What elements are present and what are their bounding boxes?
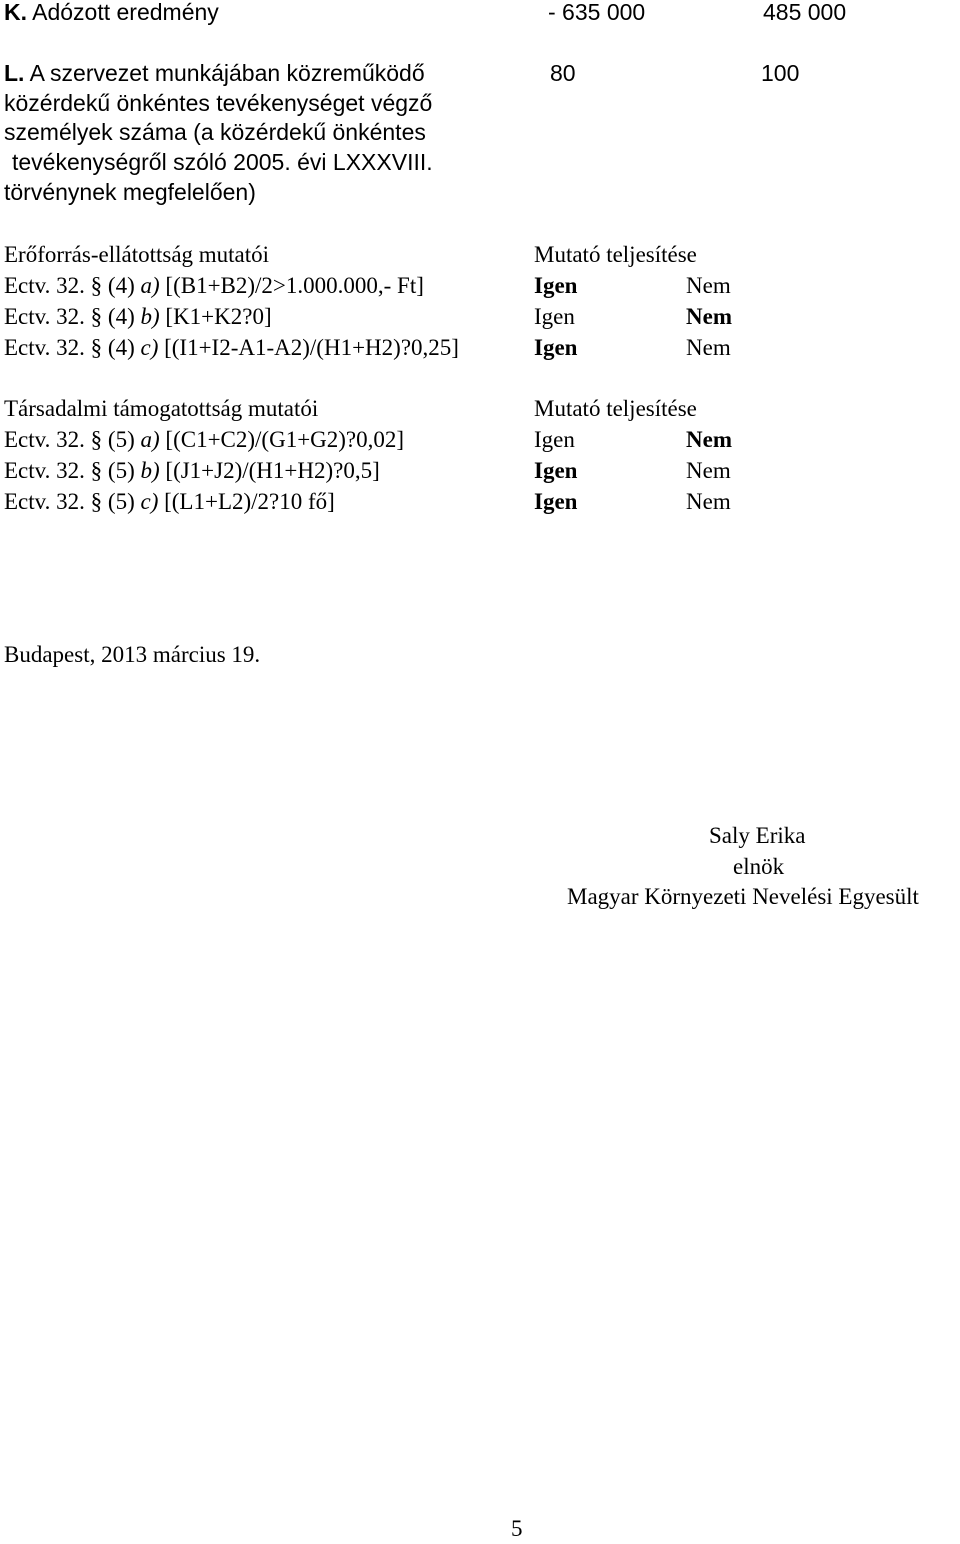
row-prefix: Ectv. 32. <box>4 427 91 452</box>
row-num: (5) <box>102 427 141 452</box>
row-l-line-2: közérdekű önkéntes tevékenységet végző <box>4 90 433 116</box>
row-k-value-prev: - 635 000 <box>548 0 646 25</box>
social-row-b-yes: Igen <box>534 458 578 483</box>
section-sign: § <box>90 489 103 514</box>
row-letter: c) <box>140 335 159 360</box>
resource-row-c-yes: Igen <box>534 335 578 360</box>
row-num: (4) <box>102 335 141 360</box>
section-sign: § <box>90 427 103 452</box>
social-row-a-yes: Igen <box>534 427 575 452</box>
row-prefix: Ectv. 32. <box>4 304 91 329</box>
social-row-c-no: Nem <box>686 489 731 514</box>
signature-org: Magyar Környezeti Nevelési Egyesült <box>567 884 919 909</box>
row-prefix: Ectv. 32. <box>4 489 91 514</box>
resource-row-c <box>4 333 459 363</box>
social-header-right: Mutató teljesítése <box>534 396 697 421</box>
place-date: Budapest, 2013 március 19. <box>4 642 261 667</box>
section-sign: § <box>90 335 103 360</box>
row-k-value-curr: 485 000 <box>763 0 847 25</box>
row-num: (4) <box>102 304 141 329</box>
row-l-letter: L. <box>4 60 25 86</box>
row-l-line-3: személyek száma (a közérdekű önkéntes <box>4 119 426 145</box>
section-sign: § <box>90 458 103 483</box>
social-row-c-yes: Igen <box>534 489 578 514</box>
resource-row-a-no: Nem <box>686 273 731 298</box>
resource-row-b-no: Nem <box>686 304 732 329</box>
social-row-c <box>4 487 335 517</box>
row-formula: [K1+K2?0] <box>159 304 272 329</box>
signature-name: Saly Erika <box>709 823 806 848</box>
row-k-label <box>4 0 219 27</box>
row-k-text: Adózott eredmény <box>32 0 219 25</box>
row-formula: [(C1+C2)/(G1+G2)?0,02] <box>159 427 405 452</box>
section-sign: § <box>90 273 103 298</box>
row-prefix: Ectv. 32. <box>4 273 91 298</box>
row-l-text-4: tevékenységről szóló 2005. évi LXXXVIII. <box>12 149 433 175</box>
row-letter: b) <box>140 458 160 483</box>
row-letter: a) <box>140 273 160 298</box>
row-letter: a) <box>140 427 160 452</box>
signature-role: elnök <box>733 854 785 879</box>
row-letter: c) <box>140 489 159 514</box>
row-l-line-5: törvénynek megfelelően) <box>4 179 256 205</box>
row-formula: [(J1+J2)/(H1+H2)?0,5] <box>159 458 380 483</box>
row-l-line-1 <box>4 58 425 88</box>
row-l-value-prev: 80 <box>550 60 576 86</box>
resource-row-b <box>4 302 272 332</box>
resource-row-c-no: Nem <box>686 335 731 360</box>
row-prefix: Ectv. 32. <box>4 335 91 360</box>
page-number: 5 <box>511 1516 523 1541</box>
row-formula: [(B1+B2)/2>1.000.000,- Ft] <box>159 273 424 298</box>
social-row-a-no: Nem <box>686 427 732 452</box>
row-l-line-4 <box>4 147 433 177</box>
social-header-left: Társadalmi támogatottság mutatói <box>4 396 319 421</box>
section-sign: § <box>90 304 103 329</box>
row-letter: b) <box>140 304 160 329</box>
row-prefix: Ectv. 32. <box>4 458 91 483</box>
social-row-a <box>4 425 404 455</box>
social-row-b <box>4 456 380 486</box>
social-row-b-no: Nem <box>686 458 731 483</box>
row-num: (5) <box>102 458 141 483</box>
row-l-text-1: A szervezet munkájában közreműködő <box>29 60 425 86</box>
row-num: (5) <box>102 489 141 514</box>
row-formula: [(L1+L2)/2?10 fő] <box>158 489 335 514</box>
row-formula: [(I1+I2-A1-A2)/(H1+H2)?0,25] <box>158 335 459 360</box>
row-l-value-curr: 100 <box>761 60 800 86</box>
resource-row-a <box>4 271 424 301</box>
resource-row-a-yes: Igen <box>534 273 578 298</box>
row-k-letter: K. <box>4 0 27 25</box>
resource-row-b-yes: Igen <box>534 304 575 329</box>
resource-header-left: Erőforrás-ellátottság mutatói <box>4 242 270 267</box>
row-num: (4) <box>102 273 141 298</box>
resource-header-right: Mutató teljesítése <box>534 242 697 267</box>
